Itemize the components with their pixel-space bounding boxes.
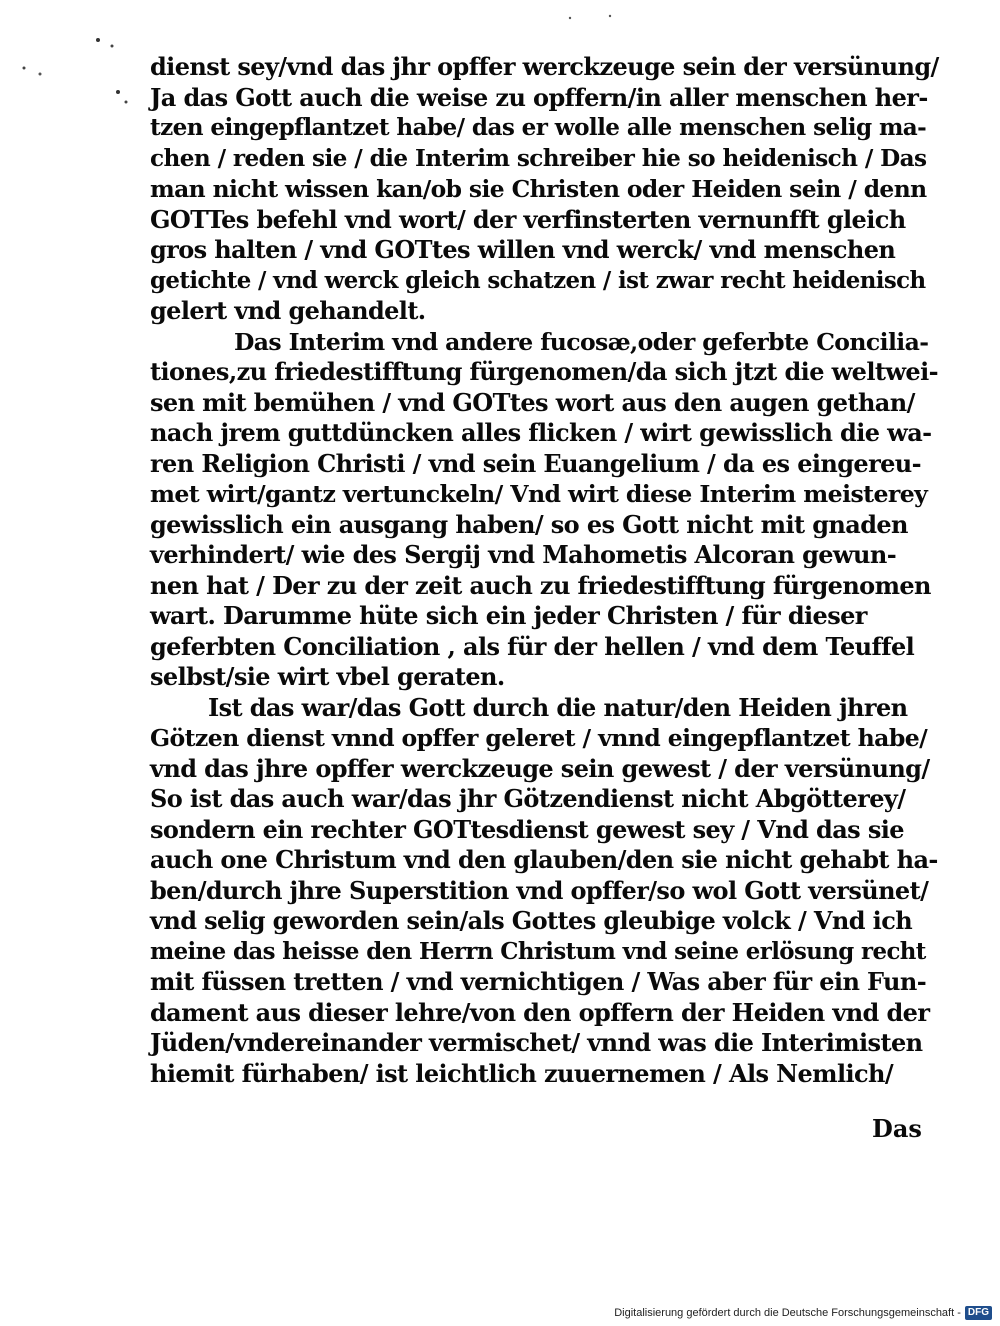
text-line: chen / reden sie / die Interim schreiber hie so heidenisch / Das (150, 144, 927, 172)
text-line: meine das heisse den Herrn Christum vnd seine erlösung recht (150, 938, 926, 965)
scan-speck (116, 90, 120, 94)
text-line: vnd das jhre opffer werckzeuge sein gewest / der versünung/ (150, 753, 930, 783)
text-line: wart. Darumme hüte sich ein jeder Christen / für dieser (150, 601, 867, 630)
scan-speck (609, 15, 611, 17)
text-line: met wirt/gantz vertunckeln/ Vnd wirt diese Interim meisterey (150, 480, 928, 508)
scan-speck (125, 101, 128, 104)
paragraph-start-line: Das Interim vnd andere fucosæ,oder geferbte Concilia- (234, 327, 929, 356)
text-line: sen mit bemühen / vnd GOTtes wort aus den augen gethan/ (150, 387, 915, 417)
paragraph-start-line: Ist das war/das Gott durch die natur/den Heiden jhren (208, 692, 908, 722)
text-line: GOTTes befehl vnd wort/ der verfinsterten vernunfft gleich (150, 204, 906, 234)
dfg-logo-icon: DFG (965, 1306, 992, 1320)
text-line: mit füssen tretten / vnd vernichtigen / Was aber für ein Fun- (150, 967, 927, 996)
text-line: So ist das auch war/das jhr Götzendienst nicht Abgötterey/ (150, 784, 906, 813)
text-line: nen hat / Der zu der zeit auch zu friedestifftung fürgenomen (150, 570, 931, 600)
catchword: Das (872, 1114, 922, 1143)
text-line: dienst sey/vnd das jhr opffer werckzeuge sein der versünung/ (150, 52, 939, 81)
text-line: selbst/sie wirt vbel geraten. (150, 662, 505, 691)
scan-speck (23, 67, 26, 70)
text-line: Jüden/vndereinander vermischet/ vnnd was die Interimisten (150, 1028, 923, 1057)
text-line: dament aus dieser lehre/von den opffern der Heiden vnd der (150, 997, 930, 1027)
text-line: hiemit fürhaben/ ist leichtlich zuuernemen / Als Nemlich/ (150, 1058, 894, 1088)
text-line: nach jrem guttdüncken alles flicken / wirt gewisslich die wa- (150, 418, 932, 447)
text-line: Götzen dienst vnnd opffer geleret / vnnd eingepflantzet habe/ (150, 724, 928, 752)
scan-speck (111, 45, 114, 48)
scan-speck (96, 38, 100, 42)
text-line: getichte / vnd werck gleich schatzen / ist zwar recht heidenisch (150, 267, 926, 294)
text-line: tzen eingepflantzet habe/ das er wolle alle menschen selig ma- (150, 114, 927, 141)
text-line: verhindert/ wie des Sergij vnd Mahometis Alcoran gewun- (150, 540, 897, 569)
scan-speck (39, 73, 42, 76)
text-line: man nicht wissen kan/ob sie Christen oder Heiden sein / denn (150, 175, 927, 203)
text-line: Ja das Gott auch die weise zu opffern/in aller menschen her- (150, 82, 928, 112)
text-line: auch one Christum vnd den glauben/den sie nicht gehabt ha- (150, 845, 938, 874)
footer-credit (614, 1306, 992, 1320)
text-line: gros halten / vnd GOTtes willen vnd werck/ vnd menschen (150, 235, 896, 264)
text-line: geferbten Conciliation , als für der hellen / vnd dem Teuffel (150, 631, 915, 661)
text-line: ren Religion Christi / vnd sein Euangelium / da es eingereu- (150, 448, 922, 478)
text-line: gewisslich ein ausgang haben/ so es Gott nicht mit gnaden (150, 509, 908, 539)
funding-credit-text: Digitalisierung gefördert durch die Deutsche Forschungsgemeinschaft - (614, 1307, 961, 1319)
text-line: ben/durch jhre Superstition vnd opffer/so wol Gott versünet/ (150, 875, 929, 905)
text-line: vnd selig geworden sein/als Gottes gleubige volck / Vnd ich (150, 906, 913, 935)
text-line: tiones,zu friedestifftung fürgenomen/da sich jtzt die weltwei- (150, 357, 938, 386)
text-line: sondern ein rechter GOTtesdienst gewest sey / Vnd das sie (150, 814, 904, 844)
text-line: gelert vnd gehandelt. (150, 296, 426, 325)
scan-speck (569, 17, 571, 19)
